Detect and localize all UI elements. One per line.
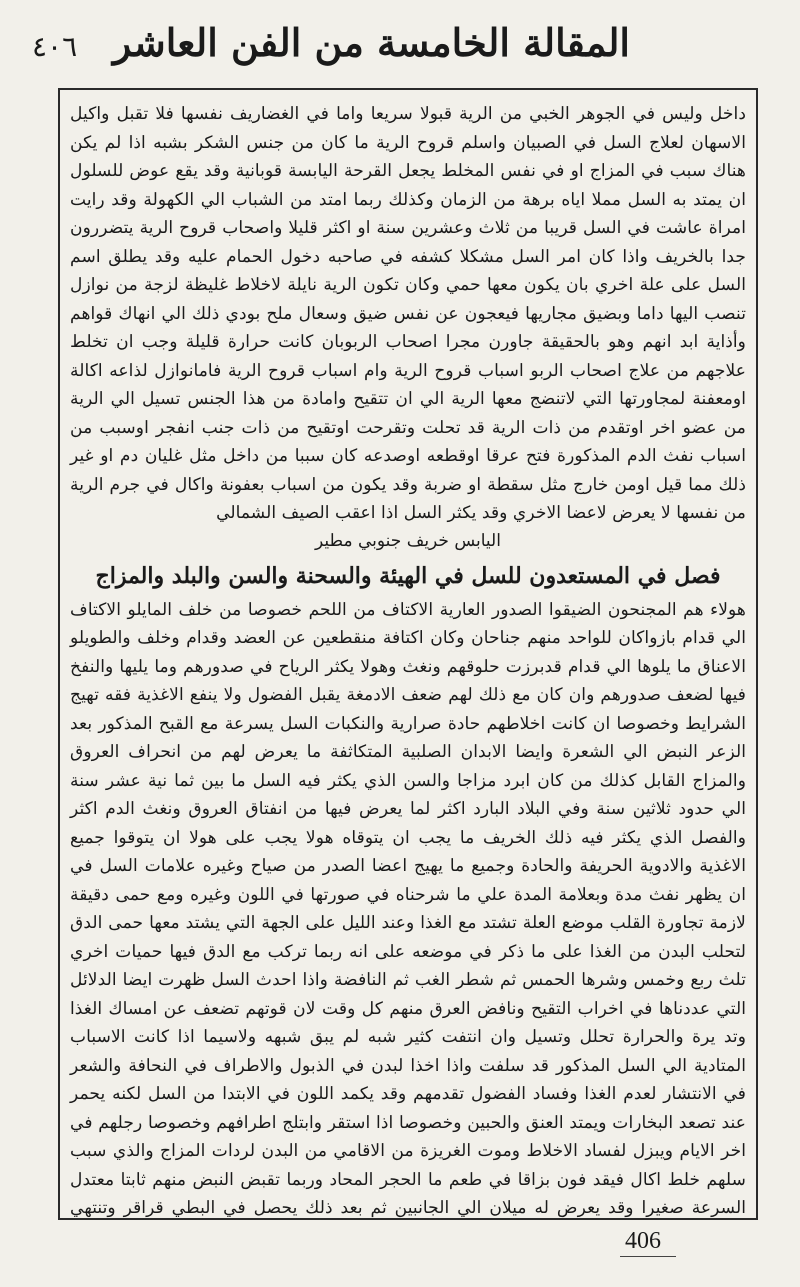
page-number-underline [620,1256,676,1257]
page-header [20,12,780,92]
running-title: المقالة الخامسة من الفن العاشر [112,20,630,65]
paragraph-predisposed: هولاء هم المجنحون الضيقوا الصدور العارية الاكتاف من اللحم خصوصا من خلف المايلو الاكتاف الي قدام بازواكان للواحد منهم جناحان وكان اكتافة منقطعين عن العضد وقدام وخلف والطويلو الاعناق ما يلوها الي قدام قدبرزت حلوقهم ونغث وهولا يكثر الرياح في صدورهم وما يليها والنفخ فيها لضعف صدورهم وان كان مع ذلك لهم ضعف الادمغة يقبل الفضول ولا ينفع الاغذية فقه تهيج الشرايط وخصوصا ان كانت اخلاطهم حادة صرارية والنكبات السل يسرعة مع القبح المذكور بعد الزعر النبض الي الشعرة وايضا الابدان الصلبية المتكاثفة ما يعرض لهم من انحراف العروق والمزاج القابل كذلك من كان ابرد مزاجا والسن الذي يكثر فيه السل ما بين ثما نية عشر سنة الي حدود ثلاثين سنة وفي البلاد البارد اكثر لما يعرض فيها من انفتاق العروق ونغث الدم اكثر والفصل الذي يكثر فيه ذلك الخريف ما يجب ان يتوقاه هولا يجب على هولا ان يتوقوا جميع الاغذية والادوية الحريفة والحادة وجميع ما يهيج اعضا الصدر من صياح وغيره علامات السل في ان يظهر نفث مدة وبعلامة المدة علي ما شرحناه في صورتها في اللون وغيره ومع حمى دقيقة لازمة تجاورة القلب موضع العلة تشتد مع الغذا وعند الليل على الجهة التي يشتد معها حمى الدق لتحلب البدن من الغذا على ما ذكر في موضعه على انه ربما تركب مع الدق فيها حميات اخري تلث ربع وخمس وشرها الحمس ثم شطر الغب ثم النافضة واذا احدث السل ظهرت ايضا الدلائل التي عددناها في اخراب التقيح ونافض العرق منهم كل وقت لان قوتهم تضعف عن امساك الغذا وتد يرة والحرارة تحلل وتسيل وان انتفت كثير شبه لم يبق شبهه ولاسيما اذا كانت الاسباب المتادية الي السل المذكور قد سلفت واذا اخذا لبدن في الذبول والاطراف في النحافة والشعر في الانتشار لعدم الغذا وفساد الفضول تقدمهم وقد يكمد اللون في الابتدا من السل لكنه يحمر عند تصعد البخارات ويمتد العنق والحبين وخصوصا اذا استقر وابتلج اطرافهم وخصوصا رجلهم في اخر الايام ويبزل لفساد الاخلاط وموت الغريزة من الاقامي من البدن لردات المزاج والذي سبب سلهم خلط اكال فيقد فون بزاقا في طعم ما الحجر المحاد وربما تقبض النبض منهم ثابتا معتدل السرعة صغيرا وقد يعرض له ميلان الي الجانبين ثم بعد ذلك يحصل في البطي قراقر وتنتهي [70,599,746,1218]
season-line: اليابس خريف جنوبي مطير [315,530,501,551]
page-number-bottom: 406 [625,1228,661,1254]
paragraph-intro-tail: اسباب قروح الرية وام اسباب قروح الرية فامانوازل لذاعه اكالة اومعفنة لمجاورتها التي لاتنضج معها الرية الي ان تتقيح وامادة من هذا الجنس تسيل الي الرية من عضو اخر اوتقدم من ذات الرية قد تحلت وتقرحت اوتقيح من ذات جنب انفجر اوسبب من اسباب نفث الدم المذكورة فتح عرقا اوقطعه اوصدعه كان سببا من داخل مثل غليان دم او غير ذلك مما قيل اومن خارج مثل سقطة او ضربة وقد يكون من اسباب بعفونة واكال في جرم الرية من نفسها لا يعرض لاعضا الاخري وقد يكثر السل اذا اعقب الصيف الشمالي [70,360,746,523]
page-number-top: ٤٠٦ [32,30,78,63]
text-frame [58,88,758,1220]
section-heading-predisposed: فصل في المستعدون للسل في الهيئة والسحنة والسن والبلد والمزاج [95,562,721,589]
paragraph-intro-text: داخل وليس في الجوهر الخبي من الرية قبولا سريعا واما في الغضاريف نفسها فلا تقبل واكيل الاسهان لعلاج السل في الصبيان واسلم قروح الرية ما كان من جنس الشكر بشبه اذا لم يكن هناك سبب في المزاج او في نفس المخلط يجعل القرحة اليابسة قوبانية وقد يقع عوض للسلول ان يمتد به السل مملا اياه برهة من الزمان وكذلك ربما امتد من الشباب الي الكهولة وقد رايت امراة عاشت في السل قريبا من ثلاث وعشرين سنة او اكثر قليلا واصحاب قروح الرية يتضررون جدا بالخريف واذا كان امر السل مشكلا كشفه في صاحبه دخول الحمام عليه وقد يطلق اسم السل على علة اخري بان يكون معها حمي وكان تكون الرية نايلة لاخلاط غليظة لزجة من نوازل تنصب اليها داما وبضيق مجاريها فيعجون عن نفس ضيق وسعال ملح بودي ذلك الي انهاك قواهم وأذاية ابد انهم وهو بالحقيقة جاورن مجرا اصحاب الربوبان كانت حرارة قليلة وجب ان تخلط علاجهم من علاج اصحاب الربو [70,104,746,381]
paragraph-intro [70,100,746,528]
